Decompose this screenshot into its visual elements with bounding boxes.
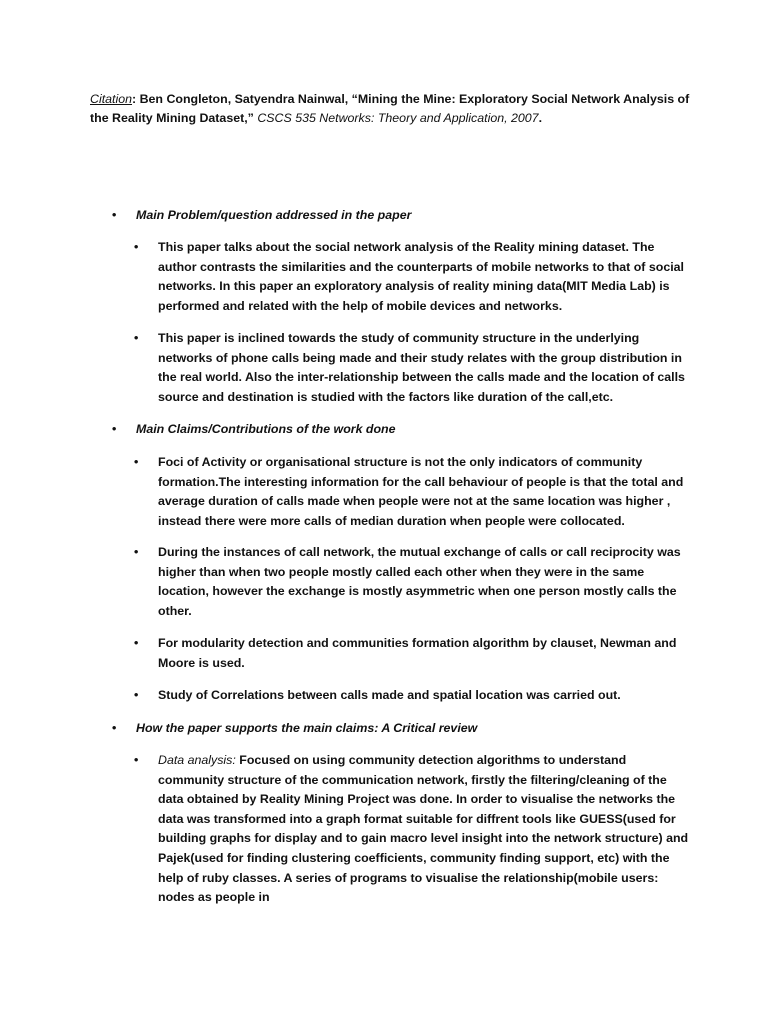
section-heading-critical-review: • How the paper supports the main claims: A Critical review	[112, 719, 712, 738]
bullet-icon: •	[134, 240, 139, 254]
bullet-icon: •	[134, 455, 139, 469]
list-item: • For modularity detection and communities formation algorithm by clauset, Newman and Moore is used.	[134, 636, 677, 670]
list-item: • This paper is inclined towards the study of community structure in the underlying networks of phone calls being made and their study relates with the group distribution in the real world. Also the inter-relationship between the calls made and the location of calls source and destination is studied with the factors like duration of the call,etc.	[134, 331, 685, 404]
bullet-icon: •	[112, 208, 117, 222]
citation-end: .	[538, 111, 543, 125]
bullet-icon: •	[134, 545, 139, 559]
citation-authors-title: Ben Congleton, Satyendra Nainwal, “Mining the Mine: Exploratory Social Network Analysis of the Reality Mining Dataset,”	[90, 92, 690, 125]
list-item: • Study of Correlations between calls made and spatial location was carried out.	[134, 686, 694, 706]
citation: Citation: Ben Congleton, Satyendra Nainwal, “Mining the Mine: Exploratory Social Network Analysis of the Reality Mining Dataset,” CSCS 535 Networks: Theory and Application, 2007.	[90, 92, 690, 125]
item-lead: Data analysis:	[158, 753, 236, 767]
bullet-icon: •	[134, 753, 139, 767]
list-item	[134, 751, 694, 908]
bullet-icon: •	[134, 688, 139, 702]
list-item: • This paper talks about the social network analysis of the Reality mining dataset. The author contrasts the similarities and the counterparts of mobile networks to that of social networks. In this paper an exploratory analysis of reality mining data(MIT Media Lab) is performed and related with the help of mobile devices and networks.	[134, 240, 685, 313]
bullet-icon: •	[112, 721, 117, 735]
citation-venue: CSCS 535 Networks: Theory and Application, 2007	[257, 111, 539, 125]
bullet-icon: •	[112, 422, 117, 436]
list-item: • During the instances of call network, the mutual exchange of calls or call reciprocity was higher than when two people mostly called each other when they were in the same location, however the exchange is mostly asymmetric when one person mostly calls the other.	[134, 545, 681, 618]
section-heading-main-problem: • Main Problem/question addressed in the paper	[112, 206, 712, 225]
list-item: • Foci of Activity or organisational structure is not the only indicators of community formation.The interesting information for the call behaviour of people is that the total and average duration of calls made when people were not at the same location was higher , instead there were more calls of median duration when people were collocated.	[134, 455, 684, 528]
bullet-icon: •	[134, 636, 139, 650]
item-body: Focused on using community detection algorithms to understand community structure of the communication network, firstly the filtering/cleaning of the data obtained by Reality Mining Project was done. In order to visualise the networks the data was transformed into a graph format suitable for diffrent tools like GUESS(used for building graphs for display and to gain macro level insight into the network structure) and Pajek(used for finding clustering coefficients, community finding support, etc) with the help of ruby classes. A series of programs to visualise the relationship(mobile users: nodes as people in	[158, 753, 689, 905]
bullet-icon: •	[134, 331, 139, 345]
citation-label: Citation	[90, 92, 133, 106]
section-heading-main-claims: • Main Claims/Contributions of the work done	[112, 420, 712, 439]
